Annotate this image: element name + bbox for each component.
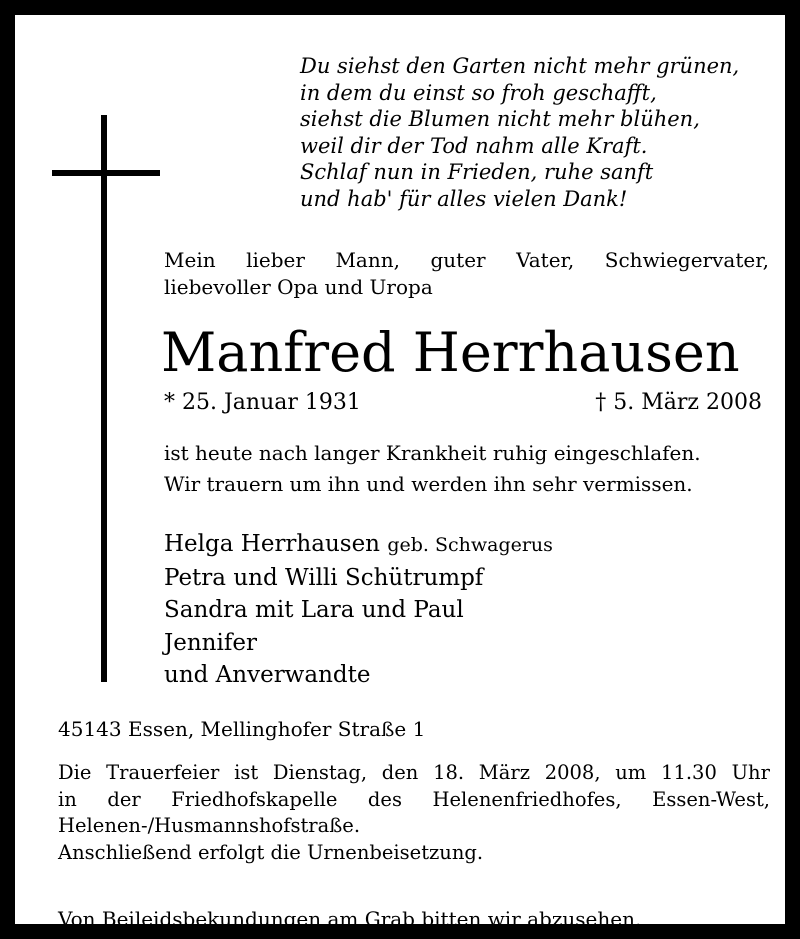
ceremony-word: Trauerfeier: [106, 761, 220, 784]
deceased-name: Manfred Herrhausen: [161, 321, 740, 384]
ceremony-word: ist: [234, 761, 259, 784]
intro-text: [164, 247, 769, 301]
funeral-details: [58, 760, 770, 866]
condolence-note: Von Beileidsbekundungen am Grab bitten wir abzusehen.: [58, 907, 642, 931]
poem-line: Schlaf nun in Frieden, ruhe sanft: [300, 160, 654, 185]
poem-line: weil dir der Tod nahm alle Kraft.: [300, 133, 648, 158]
intro-word: Schwiegervater,: [604, 248, 769, 272]
mourner: Jennifer: [164, 629, 257, 656]
birth-date: * 25. Januar 1931: [164, 390, 361, 415]
ceremony-word: Die: [58, 761, 92, 784]
mourner: [164, 528, 769, 562]
mourners-list: [164, 528, 769, 692]
ceremony-word: 2008,: [544, 761, 601, 784]
ceremony-word: Helenenfriedhofes,: [432, 787, 622, 811]
ceremony-word: Friedhofskapelle: [171, 787, 338, 811]
ceremony-word: in: [58, 787, 77, 811]
poem-line: Du siehst den Garten nicht mehr grünen,: [300, 54, 740, 78]
maiden-name: geb. Schwagerus: [387, 534, 553, 556]
message-line: Wir trauern um ihn und werden ihn sehr vermissen.: [164, 472, 693, 496]
ceremony-word: der: [107, 787, 141, 811]
family-address: 45143 Essen, Mellinghofer Straße 1: [58, 717, 426, 741]
passing-message: [164, 438, 769, 500]
poem-line: in dem du einst so froh geschafft,: [300, 80, 657, 105]
mourner: Petra und Willi Schütrumpf: [164, 564, 484, 591]
mourner: und Anverwandte: [164, 662, 371, 688]
mourner-name: Helga Herrhausen: [164, 531, 380, 557]
intro-word: Mein: [164, 248, 216, 272]
ceremony-word: 18.: [433, 761, 465, 784]
message-line: ist heute nach langer Krankheit ruhig eingeschlafen.: [164, 441, 701, 465]
intro-word: lieber: [246, 248, 305, 272]
ceremony-word: um: [615, 761, 647, 784]
life-dates: [164, 389, 762, 417]
ceremony-line: [58, 760, 770, 787]
ceremony-word: März: [478, 761, 530, 784]
intro-word: Vater,: [516, 248, 575, 272]
ceremony-word: Dienstag,: [272, 761, 368, 784]
intro-line: liebevoller Opa und Uropa: [164, 275, 433, 299]
ceremony-word: den: [381, 761, 419, 784]
cross-icon: [101, 115, 107, 682]
intro-word: guter: [430, 248, 486, 272]
cross-icon-bar: [52, 170, 160, 176]
ceremony-line: Helenen-/Husmannshofstraße.: [58, 814, 361, 837]
ceremony-line: [58, 787, 770, 814]
ceremony-word: Essen-West,: [652, 787, 770, 811]
ceremony-word: Uhr: [731, 761, 770, 784]
mourner: Sandra mit Lara und Paul: [164, 597, 464, 623]
intro-line: [164, 247, 769, 274]
poem: [300, 53, 770, 213]
death-date: † 5. März 2008: [595, 390, 762, 415]
intro-word: Mann,: [335, 248, 400, 272]
ceremony-line: Anschließend erfolgt die Urnenbeisetzung.: [58, 840, 484, 864]
poem-line: und hab' für alles vielen Dank!: [300, 186, 628, 211]
poem-line: siehst die Blumen nicht mehr blühen,: [300, 107, 700, 132]
ceremony-word: des: [367, 787, 402, 811]
ceremony-word: 11.30: [661, 761, 717, 784]
